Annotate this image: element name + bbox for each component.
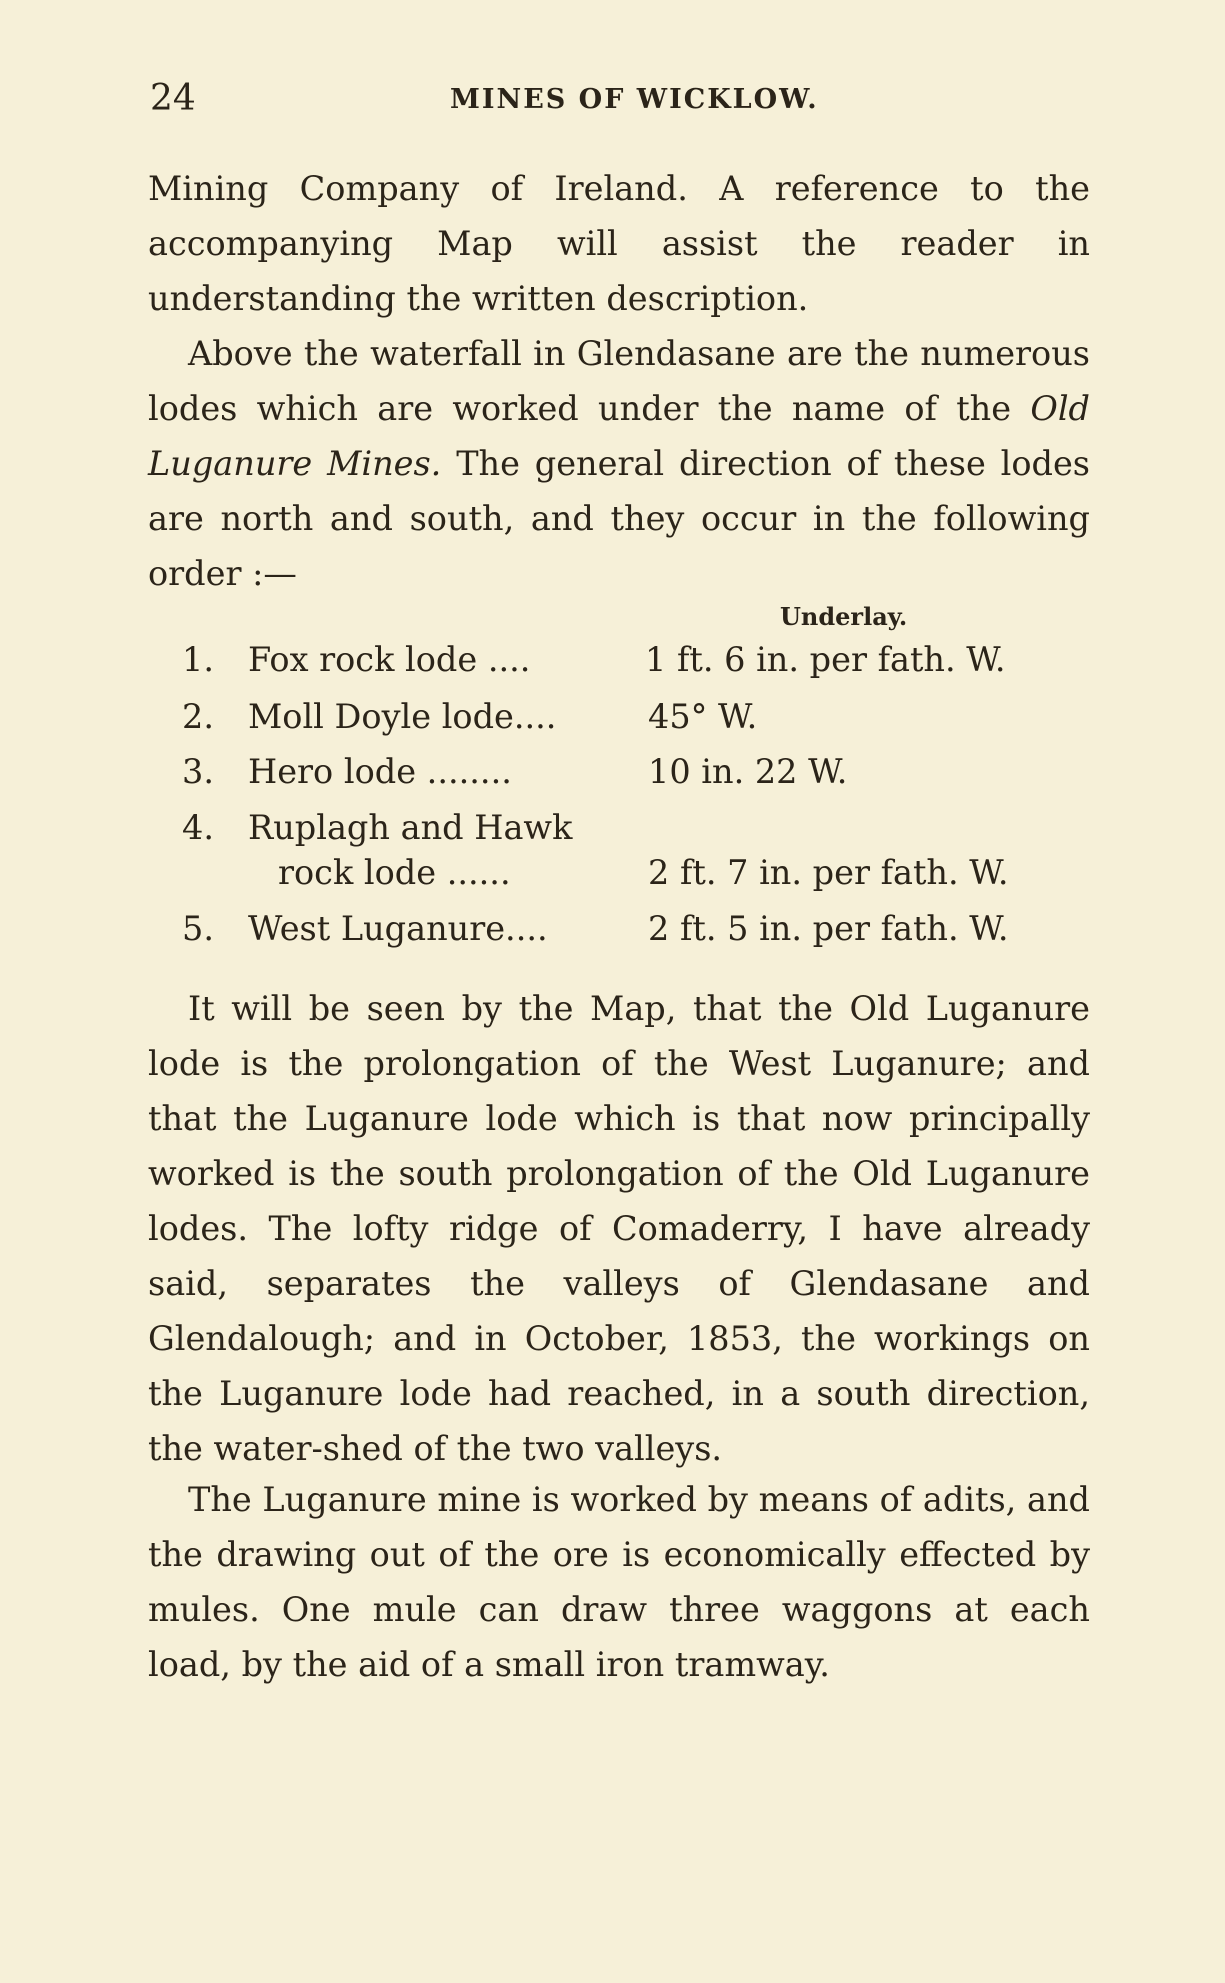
paragraph-1: Mining Company of Ireland. A reference to the accompanying Map will assist the reader in understanding the written description. (148, 169, 1090, 318)
lode-underlay: 2 ft. 7 in. per fath. W. (648, 853, 1009, 892)
lode-name: Fox rock lode .... (248, 640, 531, 679)
lode-underlay: 1 ft. 6 in. per fath. W. (645, 640, 1006, 679)
paragraph-2 (148, 326, 1090, 601)
underlay-column-header: Underlay. (780, 602, 908, 631)
paragraph-2-text-b: The general direction of these lodes are north and south, and they occur in the following order :— (148, 444, 1091, 593)
lode-underlay: 10 in. 22 W. (648, 752, 848, 791)
lode-number: 1. (182, 640, 214, 679)
lode-name: Moll Doyle lode.... (248, 697, 557, 736)
lode-name-continued: rock lode ...... (278, 853, 511, 892)
page-number: 24 (150, 78, 196, 119)
lode-number: 3. (182, 752, 214, 791)
mine-name-italic: Old Luganure Mines. (148, 389, 1090, 483)
lode-name: Ruplagh and Hawk (248, 808, 573, 847)
lode-number: 4. (182, 808, 214, 847)
lode-name: West Luganure.... (248, 909, 548, 948)
paragraph-3: It will be seen by the Map, that the Old Luganure lode is the prolongation of the West Luganure; and that the Luganure lode which is that now principally worked is the south prolongation of the Old Luganure lodes. The lofty ridge of Comaderry, I have already said, separates the valleys of Glendasane and Glendalough; and in October, 1853, the workings on the Luganure lode had reached, in a south direction, the water-shed of the two valleys. (148, 989, 1090, 1468)
lode-number: 2. (182, 697, 214, 736)
lode-underlay: 45° W. (648, 697, 758, 736)
paragraph-4: The Luganure mine is worked by means of adits, and the drawing out of the ore is economically effected by mules. One mule can draw three waggons at each load, by the aid of a small iron tramway. (148, 1480, 1090, 1684)
lode-name: Hero lode ........ (248, 752, 512, 791)
lode-number: 5. (182, 909, 214, 948)
paragraph-2-text-a: Above the waterfall in Glendasane are the numerous lodes which are worked under the name of the (148, 334, 1090, 428)
running-title: MINES OF WICKLOW. (450, 84, 819, 115)
lode-underlay: 2 ft. 5 in. per fath. W. (648, 909, 1009, 948)
